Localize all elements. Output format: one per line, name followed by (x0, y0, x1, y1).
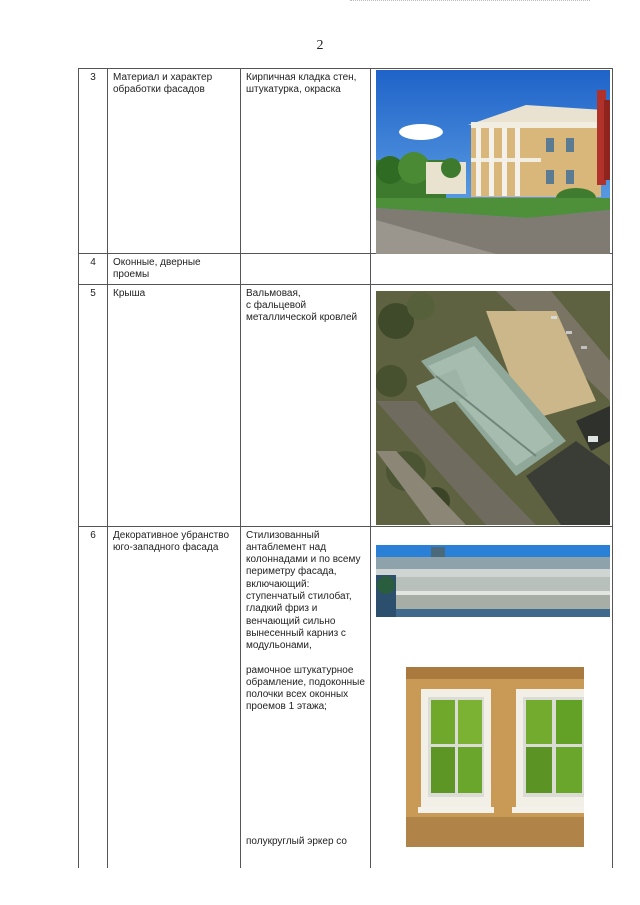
row-description: Кирпичная кладка стен, штукатурка, окраска (241, 69, 371, 254)
row-name: Материал и характер обработки фасадов (108, 69, 241, 254)
scan-artifact (350, 0, 590, 3)
table-row (79, 526, 613, 868)
table-row (79, 254, 613, 285)
table-row (79, 69, 613, 254)
page-number: 2 (316, 38, 324, 53)
description-paragraph: Стилизованный антаблемент над колоннадами и по всему периметру фасада, включающий: ступенчатый стилобат, гладкий фриз и венчающий сильно вынесенный карниз с модульонами, (246, 529, 361, 652)
row-name: Оконные, дверные проемы (108, 254, 241, 285)
cornice-photo (376, 545, 610, 617)
row-number: 5 (79, 284, 108, 526)
table-row (79, 284, 613, 526)
aerial-roof-photo (376, 291, 610, 525)
row-number: 4 (79, 254, 108, 285)
row-name: Крыша (108, 284, 241, 526)
row-name: Декоративное убранство юго-западного фасада (108, 526, 241, 868)
description-line: металлической кровлей (246, 312, 358, 324)
facade-photo (376, 70, 610, 254)
windows-photo (406, 667, 584, 847)
row-description (241, 526, 371, 868)
row-description (241, 254, 371, 285)
description-paragraph: полукруглый эркер со (246, 835, 347, 847)
photo-cell (371, 69, 613, 254)
description-line: Вальмовая, (246, 287, 301, 299)
row-description (241, 284, 371, 526)
empty-cell (371, 254, 613, 285)
row-number: 3 (79, 69, 108, 254)
row-number: 6 (79, 526, 108, 868)
description-line: с фальцевой (246, 299, 307, 311)
photo-cell (371, 526, 613, 868)
description-paragraph: рамочное штукатурное обрамление, подоконные полочки всех оконных проемов 1 этажа; (246, 664, 365, 713)
photo-cell (371, 284, 613, 526)
heritage-table (78, 68, 613, 868)
